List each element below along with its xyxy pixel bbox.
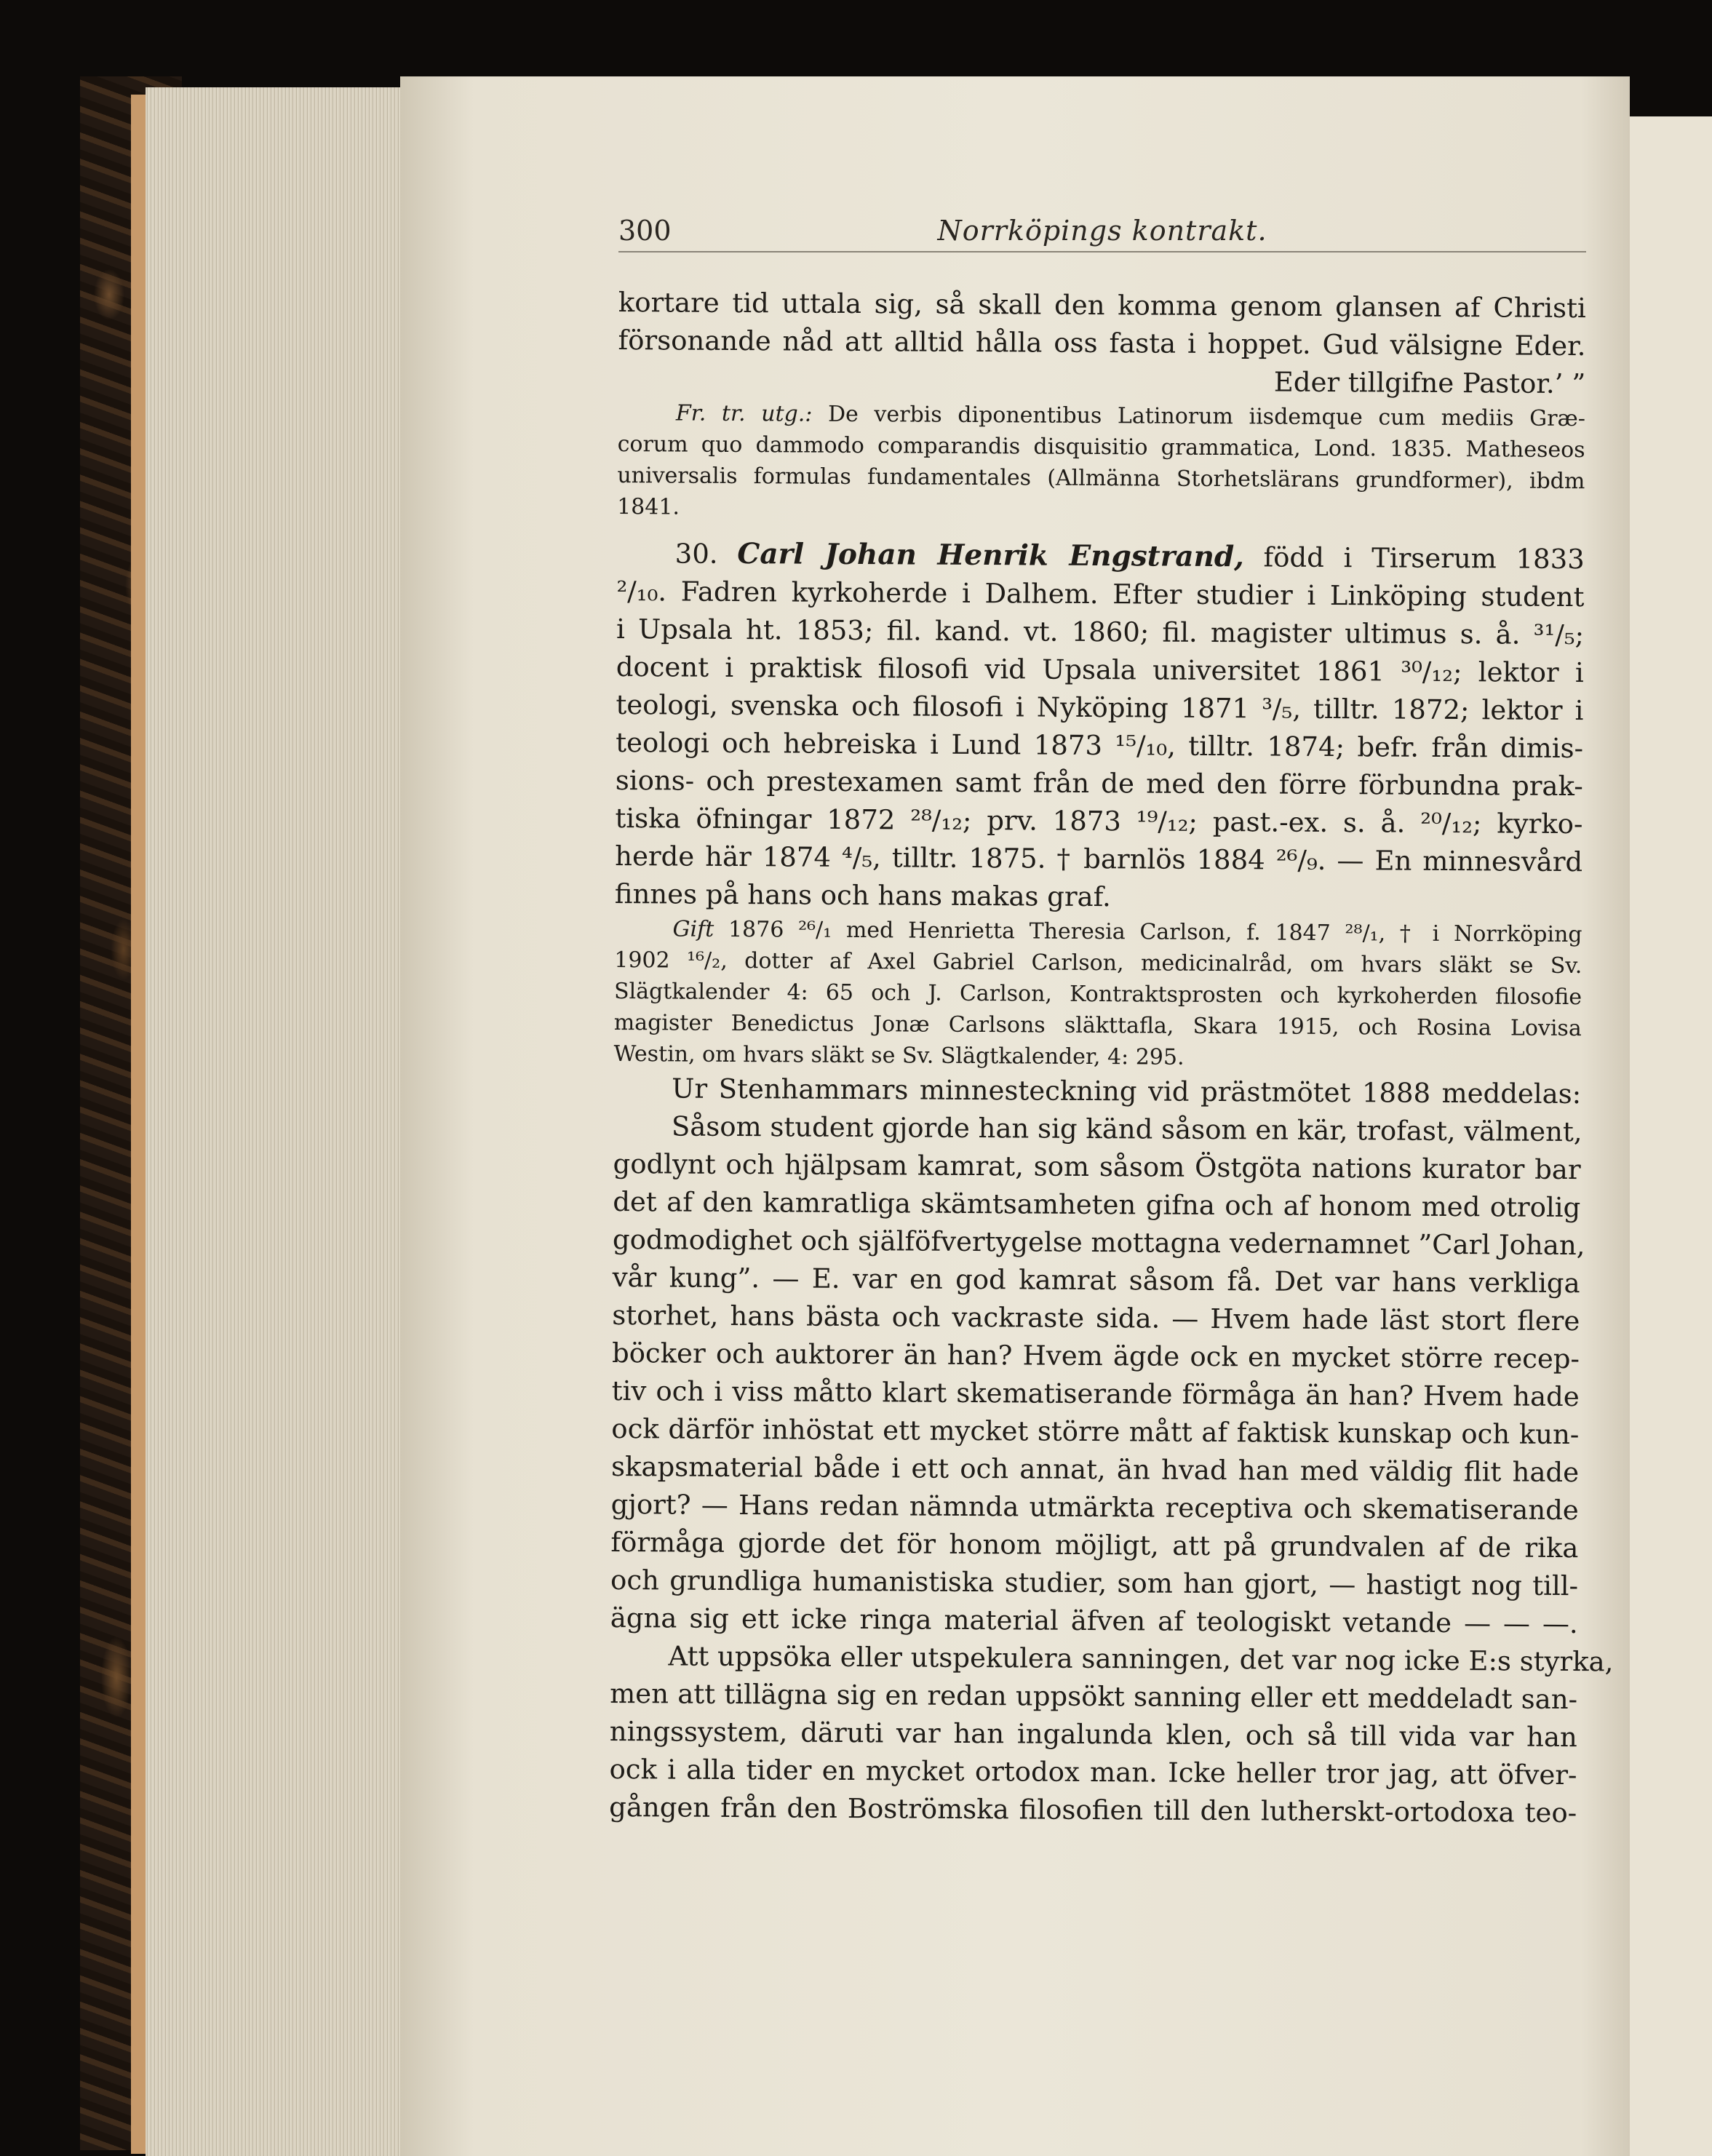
text-line: ägna sig ett icke ringa material äfven af teologiskt vetande — — —. <box>610 1602 1578 1640</box>
text-line: herde här 1874 ⁴/₅, tilltr. 1875. † barnlös 1884 ²⁶/₉. — En minnesvård <box>615 840 1583 878</box>
text-line: magister Benedictus Jonæ Carlsons släkttafla, Skara 1915, och Rosina Lovisa <box>613 1009 1582 1042</box>
text-line: godmodighet och själföfvertygelse mottagna vedernamnet ”Carl Johan, <box>612 1223 1585 1262</box>
text-line: försonande nåd att alltid hålla oss fasta i hoppet. Gud välsigne Eder. <box>618 324 1586 362</box>
text-line: Westin, om hvars släkt se Sv. Slägtkalender, 4: 295. <box>613 1041 1185 1070</box>
text-line: i Upsala ht. 1853; fil. kand. vt. 1860; fil. magister ultimus s. å. ³¹/₅; <box>616 613 1585 651</box>
text-line: godlynt och hjälpsam kamrat, som såsom Östgöta nations kurator bar <box>613 1147 1581 1186</box>
works-label: Fr. tr. utg.: <box>675 400 813 427</box>
text-line: Slägtkalender 4: 65 och J. Carlson, Kontraktsprosten och kyrkoherden filosofie <box>613 978 1582 1011</box>
cover-edge <box>131 95 146 2154</box>
text-line: tiv och i viss måtto klart skematiserande förmåga än han? Hvem hade <box>611 1375 1580 1413</box>
text-line: storhet, hans bästa och vackraste sida. — Hvem hade läst stort flere <box>612 1299 1580 1337</box>
text-line: De verbis diponentibus Latinorum iisdemque cum mediis Græ- <box>827 401 1585 432</box>
marriage-note <box>613 913 1582 1075</box>
text-line: född i Tirserum 1833 <box>1263 541 1585 576</box>
text-line: gången från den Boströmska filosofien till den lutherskt-ortodoxa teo- <box>609 1791 1577 1829</box>
text-line: förmåga gjorde det för honom möjligt, att på grundvalen af de rika <box>610 1526 1579 1564</box>
person-name: Carl Johan Henrik Engstrand, <box>737 537 1244 574</box>
page-header <box>618 207 1586 252</box>
text-line: kortare tid uttala sig, så skall den komma genom glansen af Christi <box>618 286 1586 325</box>
text-line: böcker och auktorer än han? Hvem ägde ock en mycket större recep- <box>611 1337 1580 1375</box>
text-line: och grundliga humanistiska studier, som han gjort, — hastigt nog till- <box>610 1564 1579 1602</box>
letter-end <box>618 284 1586 403</box>
memorial-text <box>609 1070 1614 1832</box>
book-page <box>400 76 1630 2156</box>
text-line: 1902 ¹⁶/₂, dotter af Axel Gabriel Carlson, medicinalråd, om hvars släkt se Sv. <box>614 947 1582 979</box>
running-head: Norrköpings kontrakt. <box>937 215 1267 247</box>
text-line: docent i praktisk filosofi vid Upsala universitet 1861 ³⁰/₁₂; lektor i <box>616 651 1584 689</box>
entry-number: 30. <box>674 538 718 570</box>
text-line: Att uppsöka eller utspekulera sanningen, det var nog icke E:s styrka, <box>668 1640 1614 1678</box>
text-line: ock därför inhöstat ett mycket större mått af faktisk kunskap och kun- <box>611 1412 1580 1451</box>
page-content <box>609 284 1614 1832</box>
text-line: teologi och hebreiska i Lund 1873 ¹⁵/₁₀, tilltr. 1874; befr. från dimis- <box>616 726 1584 765</box>
page-number: 300 <box>618 215 672 247</box>
marriage-label: Gift <box>672 916 714 942</box>
text-line: 1876 ²⁶/₁ med Henrietta Theresia Carlson, f. 1847 ²⁸/₁, † i Norrköping <box>728 916 1582 948</box>
text-line: vår kung”. — E. var en god kamrat såsom få. Det var hans verkliga <box>612 1261 1580 1300</box>
next-page-edge <box>1630 116 1712 2156</box>
text-line: tiska öfningar 1872 ²⁸/₁₂; prv. 1873 ¹⁹/₁₂; past.-ex. s. å. ²⁰/₁₂; kyrko- <box>615 802 1583 840</box>
text-line: men att tillägna sig en redan uppsökt sanning eller ett meddeladt san- <box>610 1677 1578 1716</box>
text-line: 1841. <box>617 493 680 520</box>
page-edges <box>146 87 407 2156</box>
text-line: corum quo dammodo comparandis disquisitio grammatica, Lond. 1835. Matheseos <box>617 431 1585 464</box>
text-line: universalis formulas fundamentales (Allmänna Storhetslärans grundformer), ibdm <box>617 462 1585 495</box>
text-line: finnes på hans och hans makas graf. <box>614 878 1111 913</box>
text-line: sions- och prestexamen samt från de med den förre förbundna prak- <box>615 764 1583 803</box>
text-line: gjort? — Hans redan nämnda utmärkta receptiva och skematiserande <box>610 1488 1579 1527</box>
text-line: det af den kamratliga skämtsamheten gifna och af honom med otrolig <box>613 1185 1581 1224</box>
text-line: skapsmaterial både i ett och annat, än hvad han med väldig flit hade <box>610 1450 1580 1489</box>
biography-entry <box>615 534 1585 919</box>
text-line: teologi, svenska och filosofi i Nyköping 1871 ³/₅, tilltr. 1872; lektor i <box>616 688 1584 727</box>
works-note <box>617 397 1585 528</box>
memorial-intro: Ur Stenhammars minnesteckning vid prästmötet 1888 meddelas: <box>672 1073 1582 1110</box>
text-line: ²/₁₀. Fadren kyrkoherde i Dalhem. Efter studier i Linköping student <box>616 575 1585 613</box>
text-line: ock i alla tider en mycket ortodox man. Icke heller tror jag, att öfver- <box>609 1753 1577 1791</box>
text-line: ningssystem, däruti var han ingalunda klen, och så till vida var han <box>609 1715 1577 1754</box>
text-line: Såsom student gjorde han sig känd såsom en kär, trofast, välment, <box>671 1110 1582 1148</box>
signature-line: Eder tillgifne Pastor.’ ” <box>1273 366 1586 400</box>
